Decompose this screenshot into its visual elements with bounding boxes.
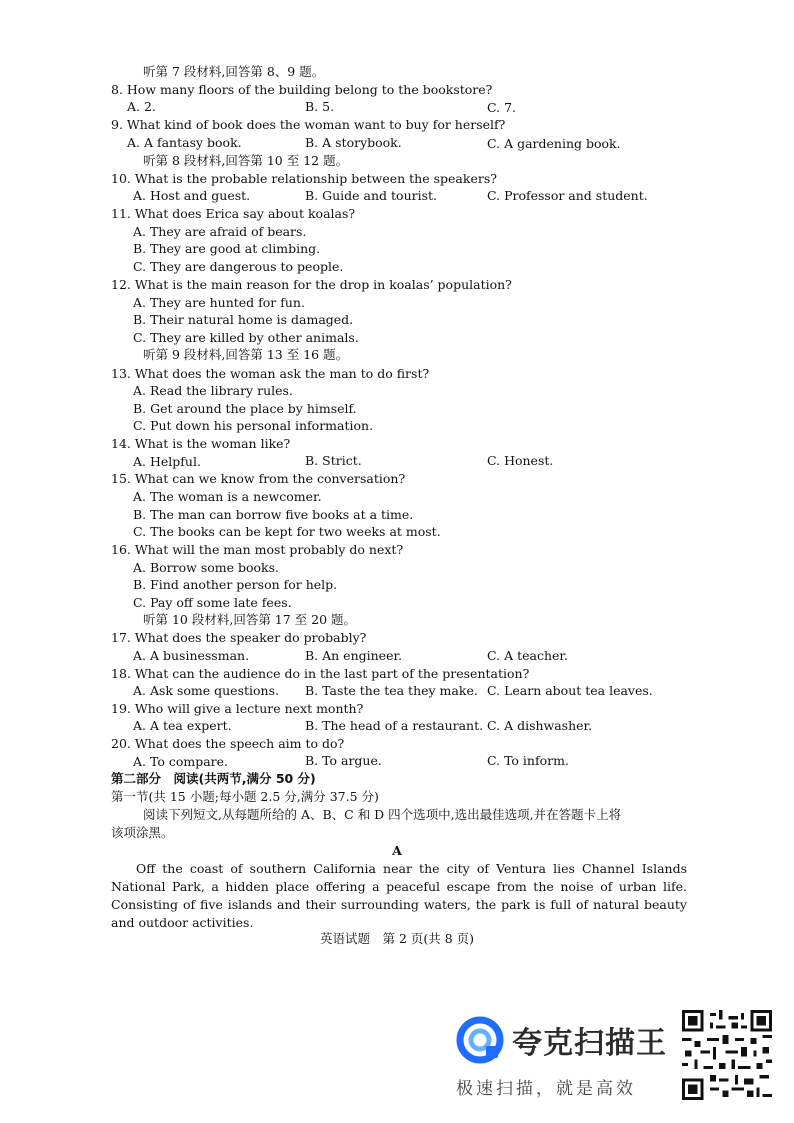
passage-paragraph: Off the coast of southern California near the city of Ventura lies Channel Islands National Park, a hidden place offering a peaceful escape from the noise of urban life. Consisting of five islands and their surrounding waters, the park is full of natural beauty and outdoor activities. [111, 861, 687, 930]
text-line: 听第 10 段材料,回答第 17 至 20 题。 [143, 612, 357, 627]
text-line: C. Learn about tea leaves. [487, 683, 653, 698]
text-line: 19. Who will give a lecture next month? [111, 701, 364, 716]
text-line: A. A fantasy book. [127, 135, 242, 150]
brand-name: 夸克扫描王 [512, 1026, 667, 1061]
text-line: B. Taste the tea they make. [305, 683, 478, 698]
text-line: 8. How many floors of the building belong to the bookstore? [111, 82, 493, 97]
quark-logo-icon [456, 1016, 504, 1064]
text-line: C. A gardening book. [487, 136, 621, 151]
text-line: 9. What kind of book does the woman want to buy for herself? [111, 117, 506, 132]
text-line: C. A teacher. [487, 648, 568, 663]
text-line: 该项涂黑。 [111, 825, 174, 840]
text-line: C. A dishwasher. [487, 718, 593, 733]
text-line: A. They are afraid of bears. [133, 224, 307, 239]
text-line: 听第 9 段材料,回答第 13 至 16 题。 [143, 347, 349, 362]
text-line: C. To inform. [487, 753, 569, 768]
text-line: 听第 7 段材料,回答第 8、9 题。 [143, 64, 325, 79]
text-line: B. A storybook. [305, 135, 402, 150]
text-line: C. Honest. [487, 453, 554, 468]
text-line: B. The head of a restaurant. [305, 718, 484, 733]
text-line: C. Professor and student. [487, 188, 648, 203]
page-footer: 英语试题 第 2 页(共 8 页) [319, 931, 475, 946]
passage-heading: A [392, 843, 402, 858]
text-line: B. Strict. [305, 453, 362, 468]
text-line: A. The woman is a newcomer. [133, 489, 322, 504]
scanner-watermark [452, 1010, 782, 1110]
text-line: 阅读下列短文,从每题所给的 A、B、C 和 D 四个选项中,选出最佳选项,并在答题卡上将 [143, 807, 622, 822]
text-line: B. 5. [305, 99, 335, 114]
text-line: C. Pay off some late fees. [133, 595, 292, 610]
text-line: 11. What does Erica say about koalas? [111, 206, 356, 221]
qr-code-icon [682, 1010, 772, 1100]
text-line: A. Host and guest. [133, 188, 251, 203]
text-line: 12. What is the main reason for the drop in koalas’ population? [111, 277, 512, 292]
text-line: 15. What can we know from the conversation? [111, 471, 406, 486]
text-line: A. Ask some questions. [133, 683, 279, 698]
text-line: 20. What does the speech aim to do? [111, 736, 345, 751]
text-line: 听第 8 段材料,回答第 10 至 12 题。 [143, 153, 349, 168]
text-line: 10. What is the probable relationship between the speakers? [111, 171, 497, 186]
text-line: 13. What does the woman ask the man to do first? [111, 366, 430, 381]
text-line: B. Their natural home is damaged. [133, 312, 354, 327]
text-line: C. They are killed by other animals. [133, 330, 359, 345]
text-line: B. Get around the place by himself. [133, 401, 357, 416]
text-line: C. 7. [487, 100, 516, 115]
text-line: C. Put down his personal information. [133, 418, 374, 433]
text-line: A. 2. [127, 99, 156, 114]
text-line: 14. What is the woman like? [111, 436, 291, 451]
text-line: A. A tea expert. [133, 718, 232, 733]
text-line: C. The books can be kept for two weeks at most. [133, 524, 441, 539]
brand-slogan: 极速扫描，就是高效 [456, 1079, 636, 1099]
text-line: 第一节(共 15 小题;每小题 2.5 分,满分 37.5 分) [111, 789, 379, 804]
text-line: A. Read the library rules. [133, 383, 293, 398]
text-line: B. An engineer. [305, 648, 403, 663]
text-line: A. Borrow some books. [133, 560, 280, 575]
text-line: A. A businessman. [133, 648, 250, 663]
text-line: 16. What will the man most probably do next? [111, 542, 404, 557]
text-line: B. They are good at climbing. [133, 241, 321, 256]
text-line: A. They are hunted for fun. [133, 295, 305, 310]
text-line: C. They are dangerous to people. [133, 259, 344, 274]
text-line: 18. What can the audience do in the last part of the presentation? [111, 666, 530, 681]
text-line: B. The man can borrow five books at a time. [133, 507, 414, 522]
text-line: A. To compare. [133, 754, 229, 769]
text-line: B. Guide and tourist. [305, 188, 438, 203]
text-line: 第二部分 阅读(共两节,满分 50 分) [111, 771, 316, 786]
text-line: A. Helpful. [133, 454, 201, 469]
text-line: B. Find another person for help. [133, 577, 338, 592]
text-line: 17. What does the speaker do probably? [111, 630, 367, 645]
text-line: B. To argue. [305, 753, 382, 768]
